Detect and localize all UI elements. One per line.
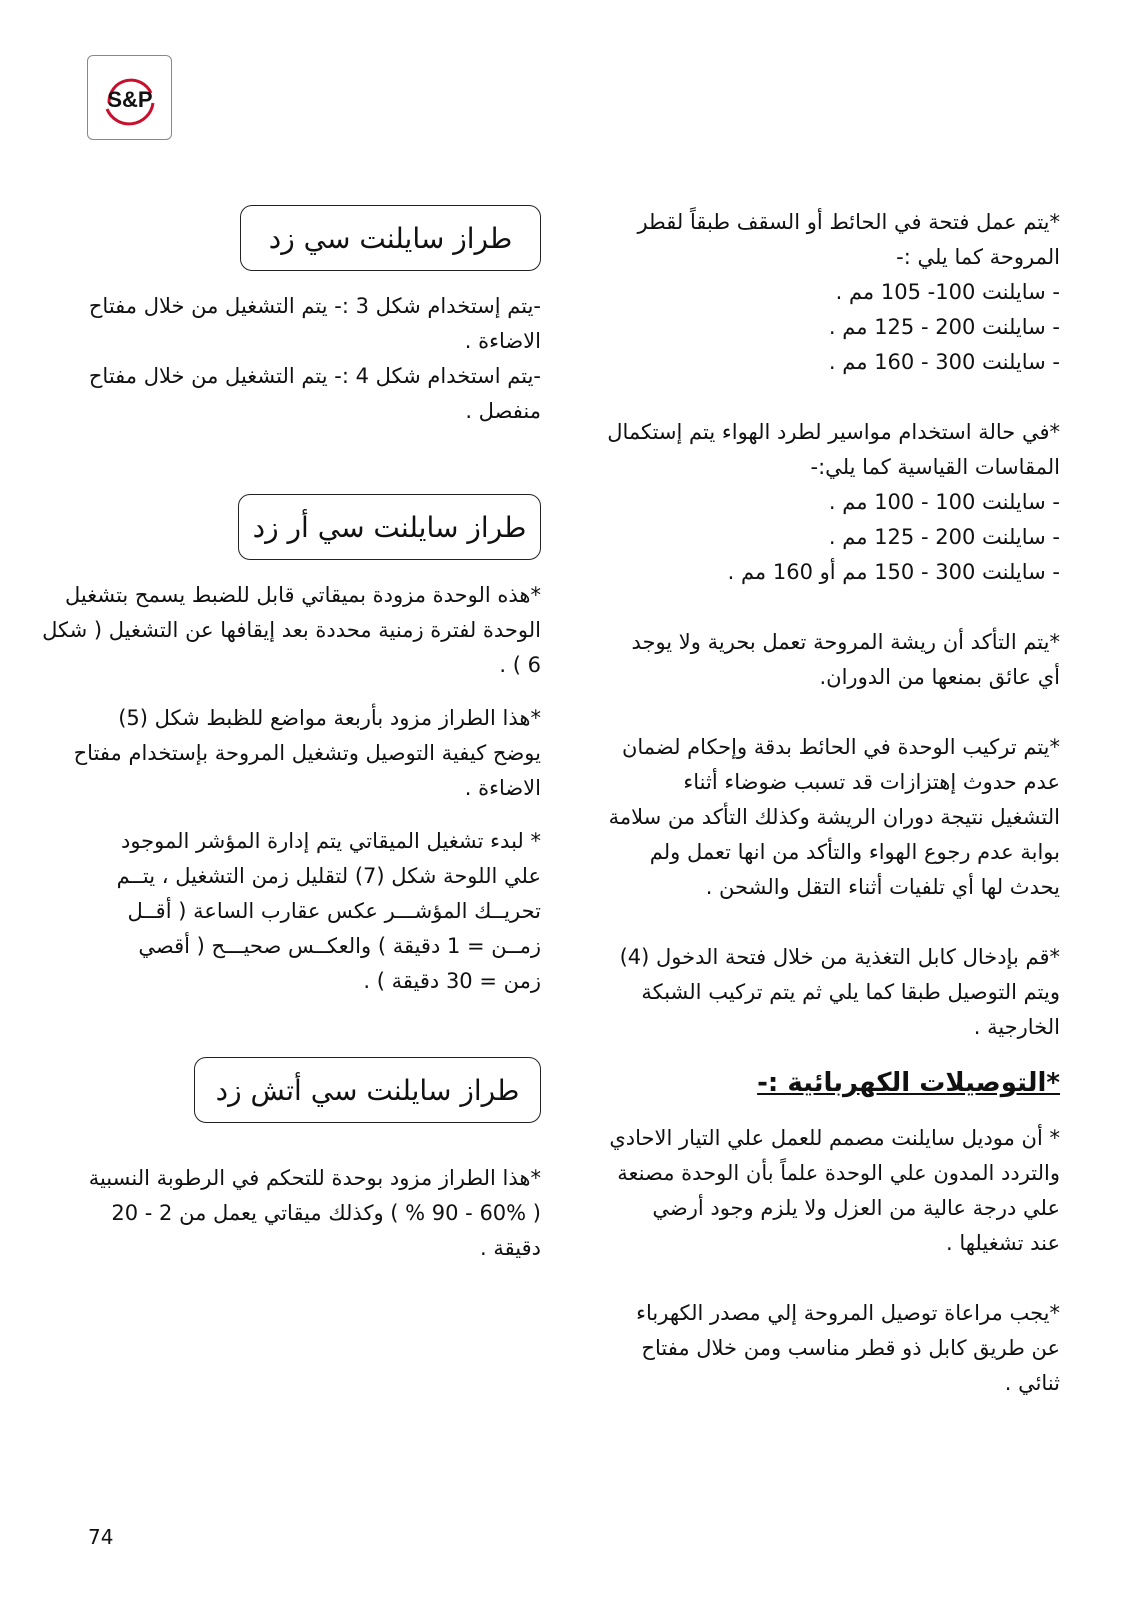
text-line: - سايلنت 200 - 125 مم . [828, 315, 1060, 339]
paragraph-cable-entry [610, 940, 1060, 1045]
paragraph-fig4 [55, 359, 541, 429]
paragraph-mounting [610, 730, 1060, 905]
text-line: علي درجة عالية من العزل ولا يلزم وجود أرضي [652, 1196, 1060, 1220]
text-line: المروحة كما يلي :- [896, 245, 1060, 269]
text-line: ثنائي . [1004, 1371, 1060, 1395]
paragraph-single-phase [610, 1121, 1060, 1261]
text-line: - سايلنت 300 - 150 مم أو 160 مم . [727, 560, 1060, 584]
text-line: عدم حدوث إهتزازات قد تسبب ضوضاء أثناء [683, 770, 1060, 794]
text-line: الاضاءة . [464, 776, 541, 800]
text-line: يوضح كيفية التوصيل وتشغيل المروحة بإستخدام مفتاح [73, 741, 541, 765]
text-line: عن طريق كابل ذو قطر مناسب ومن خلال مفتاح [641, 1336, 1060, 1360]
text-line: ويتم التوصيل طبقا كما يلي ثم يتم تركيب الشبكة [641, 980, 1060, 1004]
right-column [607, 205, 1060, 1401]
text-line: - سايلنت 100- 105 مم . [835, 280, 1060, 304]
paragraph-fig3 [55, 289, 541, 359]
paragraph-power-supply [610, 1296, 1060, 1401]
text-line: - سايلنت 100 - 100 مم . [828, 490, 1060, 514]
electrical-connections-heading: *التوصيلات الكهربائية :- [757, 1068, 1060, 1098]
text-line: بوابة عدم رجوع الهواء والتأكد من انها تعمل ولم [649, 840, 1060, 864]
model-box-crz: طراز سايلنت سي أر زد [238, 494, 541, 560]
text-line: زمــن = 1 دقيقة ) والعكــس صحيـــح ( أقصي [138, 934, 541, 958]
text-line: علي اللوحة شكل (7) لتقليل زمن التشغيل ، يتــم [116, 864, 541, 888]
page-number: 74 [88, 1525, 114, 1549]
text-line: زمن = 30 دقيقة ) . [363, 969, 541, 993]
paragraph-timer [42, 578, 541, 683]
text-line: التشغيل نتيجة دوران الريشة وكذلك التأكد من سلامة [608, 805, 1060, 829]
text-line: عند تشغيلها . [946, 1231, 1060, 1255]
paragraph-timer-operation [55, 824, 541, 999]
model-box-cz: طراز سايلنت سي زد [240, 205, 541, 271]
text-line: *في حالة استخدام مواسير لطرد الهواء يتم إستكمال [607, 420, 1060, 444]
text-line: - سايلنت 200 - 125 مم . [828, 525, 1060, 549]
text-line: *هذا الطراز مزود بأربعة مواضع للظبط شكل (5) [118, 706, 541, 730]
text-line: الوحدة لفترة زمنية محددة بعد إيقافها عن التشغيل ( شكل [42, 618, 541, 642]
text-line: *يتم التأكد أن ريشة المروحة تعمل بحرية ولا يوجد [631, 630, 1060, 654]
text-line: الخارجية . [973, 1015, 1060, 1039]
text-line: *هذا الطراز مزود بوحدة للتحكم في الرطوبة النسبية [88, 1166, 541, 1190]
paragraph-four-positions [55, 701, 541, 806]
text-line: تحريــك المؤشـــر عكس عقارب الساعة ( أقــل [127, 899, 541, 923]
text-line: * لبدء تشغيل الميقاتي يتم إدارة المؤشر الموجود [120, 829, 541, 853]
left-column [42, 205, 541, 1266]
text-line: * أن موديل سايلنت مصمم للعمل علي التيار الاحادي [609, 1126, 1060, 1150]
text-line: الاضاءة . [464, 329, 541, 353]
model-box-chz: طراز سايلنت سي أتش زد [194, 1057, 541, 1123]
sp-logo [87, 55, 172, 140]
text-line: والتردد المدون علي الوحدة علماً بأن الوحدة مصنعة [617, 1161, 1060, 1185]
paragraph-duct-sizes [607, 415, 1060, 590]
text-line: ( 60% - 90 % ) وكذلك ميقاتي يعمل من 2 - 20 [111, 1201, 541, 1225]
text-line: منفصل . [465, 399, 541, 423]
text-line: *يتم تركيب الوحدة في الحائط بدقة وإحكام لضمان [621, 735, 1060, 759]
text-line: المقاسات القياسية كما يلي:- [810, 455, 1060, 479]
text-line: دقيقة . [480, 1236, 541, 1260]
sp-logo-mark [95, 63, 165, 133]
text-line: *يتم عمل فتحة في الحائط أو السقف طبقاً لقطر [637, 210, 1060, 234]
paragraph-blade-check [610, 625, 1060, 695]
paragraph-opening-size [610, 205, 1060, 380]
text-line: *هذه الوحدة مزودة بميقاتي قابل للضبط يسمح بتشغيل [64, 583, 541, 607]
text-line: -يتم استخدام شكل 4 :- يتم التشغيل من خلال مفتاح [88, 364, 541, 388]
text-line: يحدث لها أي تلفيات أثناء التقل والشحن . [705, 875, 1060, 899]
text-line: أي عائق بمنعها من الدوران. [819, 665, 1060, 689]
logo-text: S&P [106, 86, 153, 112]
text-line: 6 ) . [499, 653, 541, 677]
text-line: *قم بإدخال كابل التغذية من خلال فتحة الدخول (4) [619, 945, 1060, 969]
text-line: - سايلنت 300 - 160 مم . [828, 350, 1060, 374]
text-line: -يتم إستخدام شكل 3 :- يتم التشغيل من خلال مفتاح [88, 294, 541, 318]
text-line: *يجب مراعاة توصيل المروحة إلي مصدر الكهرباء [636, 1301, 1060, 1325]
paragraph-humidity [55, 1161, 541, 1266]
